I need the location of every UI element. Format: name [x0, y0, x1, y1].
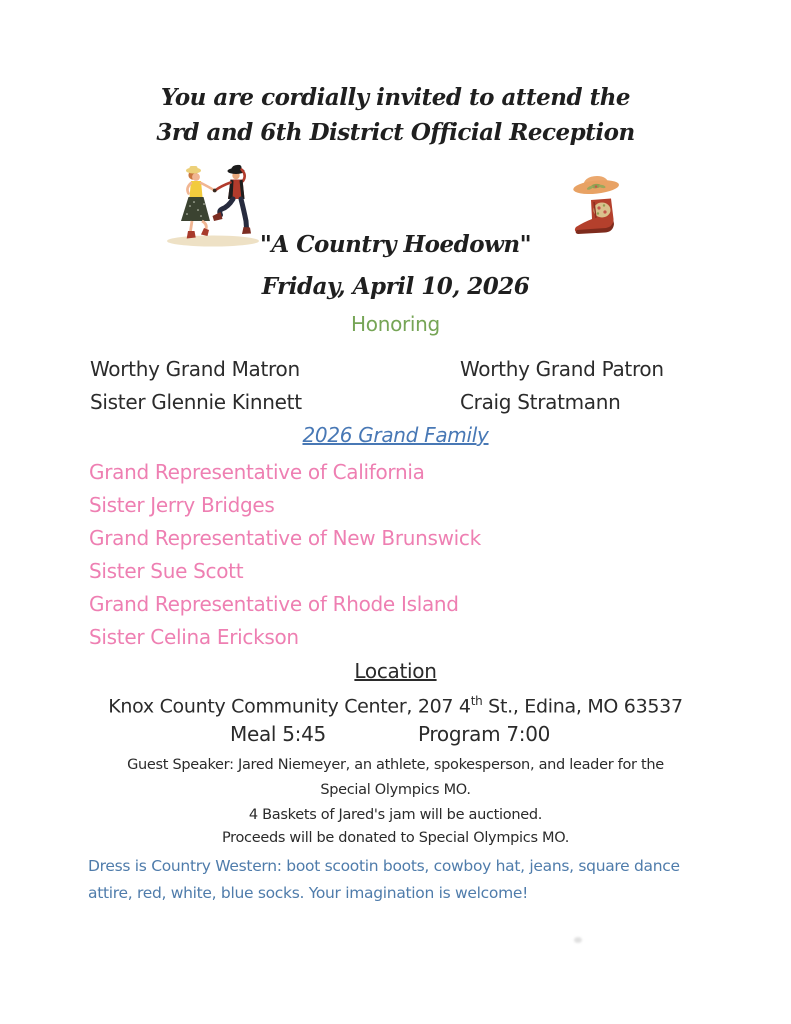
- grand-family-members: [89, 456, 481, 654]
- location-section: [0, 659, 791, 683]
- meal-time: Meal 5:45: [230, 722, 326, 746]
- member-line: Sister Sue Scott: [89, 559, 244, 583]
- dress-code-line2: attire, red, white, blue socks. Your imagination is welcome!: [88, 884, 529, 902]
- guest-speaker-line1: Guest Speaker: Jared Niemeyer, an athlete, spokesperson, and leader for the: [127, 757, 664, 773]
- headline-line2: 3rd and 6th District Official Reception: [156, 119, 635, 146]
- event-date: Friday, April 10, 2026: [261, 273, 530, 300]
- auction-note: 4 Baskets of Jared's jam will be auctioned.: [248, 807, 543, 823]
- grand-family-section: [0, 423, 791, 447]
- matron-title: Worthy Grand Matron: [90, 357, 300, 381]
- grand-family-heading: 2026 Grand Family: [302, 423, 489, 447]
- program-time: Program 7:00: [418, 722, 551, 746]
- patron-name: Craig Stratmann: [460, 390, 621, 414]
- scan-artifact-speck: [574, 937, 582, 943]
- venue-address: [0, 694, 791, 717]
- dress-code-line1: Dress is Country Western: boot scootin boots, cowboy hat, jeans, square dance: [88, 857, 680, 875]
- address-ordinal-suffix: th: [470, 694, 483, 708]
- event-title: "A Country Hoedown": [259, 231, 532, 258]
- proceeds-note: Proceeds will be donated to Special Olympics MO.: [221, 830, 570, 846]
- member-line: Grand Representative of New Brunswick: [89, 526, 481, 550]
- headline-line1: You are cordially invited to attend the: [160, 84, 631, 111]
- member-line: Grand Representative of Rhode Island: [89, 592, 459, 616]
- address-pre: Knox County Community Center, 207 4: [108, 695, 471, 718]
- member-line: Sister Jerry Bridges: [89, 493, 275, 517]
- member-line: Sister Celina Erickson: [89, 625, 299, 649]
- address-post: St., Edina, MO 63537: [482, 695, 683, 718]
- guest-speaker-line2: Special Olympics MO.: [320, 782, 471, 798]
- patron-title: Worthy Grand Patron: [460, 357, 664, 381]
- matron-name: Sister Glennie Kinnett: [90, 390, 302, 414]
- honoring-label: Honoring: [351, 312, 440, 336]
- member-line: Grand Representative of California: [89, 460, 425, 484]
- location-heading: Location: [354, 659, 437, 683]
